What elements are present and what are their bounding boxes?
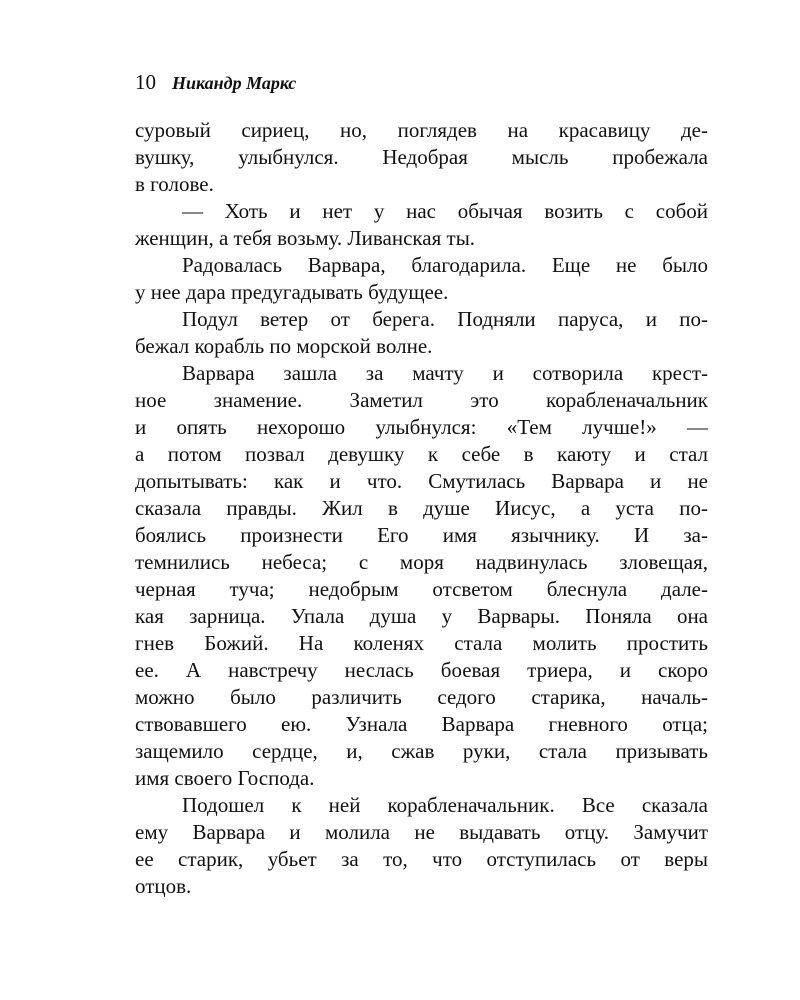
text-line: защемило сердце, и, сжав руки, стала призывать xyxy=(135,739,708,763)
text-line: имя своего Господа. xyxy=(135,766,315,790)
text-line: можно было различить седого старика, началь- xyxy=(135,685,708,709)
text-line: вушку, улыбнулся. Недобрая мысль пробежала xyxy=(135,145,708,169)
text-line: бежал корабль по морской волне. xyxy=(135,334,433,358)
text-line: ее. А навстречу неслась боевая триера, и скоро xyxy=(135,658,708,682)
text-line: Подул ветер от берега. Подняли паруса, и по- xyxy=(182,307,708,331)
text-line: ее старик, убьет за то, что отступилась от веры xyxy=(135,847,708,871)
text-line: ствовавшего ею. Узнала Варвара гневного отца; xyxy=(135,712,708,736)
text-line: допытывать: как и что. Смутилась Варвара и не xyxy=(135,469,708,493)
page-header xyxy=(135,70,296,98)
text-line: черная туча; недобрым отсветом блеснула дале- xyxy=(135,577,708,601)
text-line: женщин, а тебя возьму. Ливанская ты. xyxy=(135,226,476,250)
text-line: в голове. xyxy=(135,172,214,196)
text-line: — Хоть и нет у нас обычая возить с собой xyxy=(182,199,708,223)
text-line: Варвара зашла за мачту и сотворила крест- xyxy=(182,361,708,385)
text-line: отцов. xyxy=(135,874,192,898)
text-line: боялись произнести Его имя язычнику. И за- xyxy=(135,523,708,547)
text-line: ное знамение. Заметил это корабленачальник xyxy=(135,388,708,412)
text-line: суровый сириец, но, поглядев на красавицу де- xyxy=(135,118,708,142)
running-head-author: Никандр Маркс xyxy=(172,73,297,93)
text-line: Подошел к ней корабленачальник. Все сказала xyxy=(182,793,708,817)
body-text xyxy=(135,117,708,900)
text-line: гнев Божий. На коленях стала молить простить xyxy=(135,631,708,655)
text-line: ему Варвара и молила не выдавать отцу. Замучит xyxy=(135,820,708,844)
text-line: кая зарница. Упала душа у Варвары. Поняла она xyxy=(135,604,708,628)
text-line: а потом позвал девушку к себе в каюту и стал xyxy=(135,442,708,466)
text-line: у нее дара предугадывать будущее. xyxy=(135,280,449,304)
page-number: 10 xyxy=(135,70,156,94)
text-line: сказала правды. Жил в душе Иисус, а уста по- xyxy=(135,496,708,520)
text-line: Радовалась Варвара, благодарила. Еще не было xyxy=(182,253,708,277)
text-line: и опять нехорошо улыбнулся: «Тем лучше!» — xyxy=(135,415,708,439)
text-line: темнились небеса; с моря надвинулась зловещая, xyxy=(135,550,708,574)
